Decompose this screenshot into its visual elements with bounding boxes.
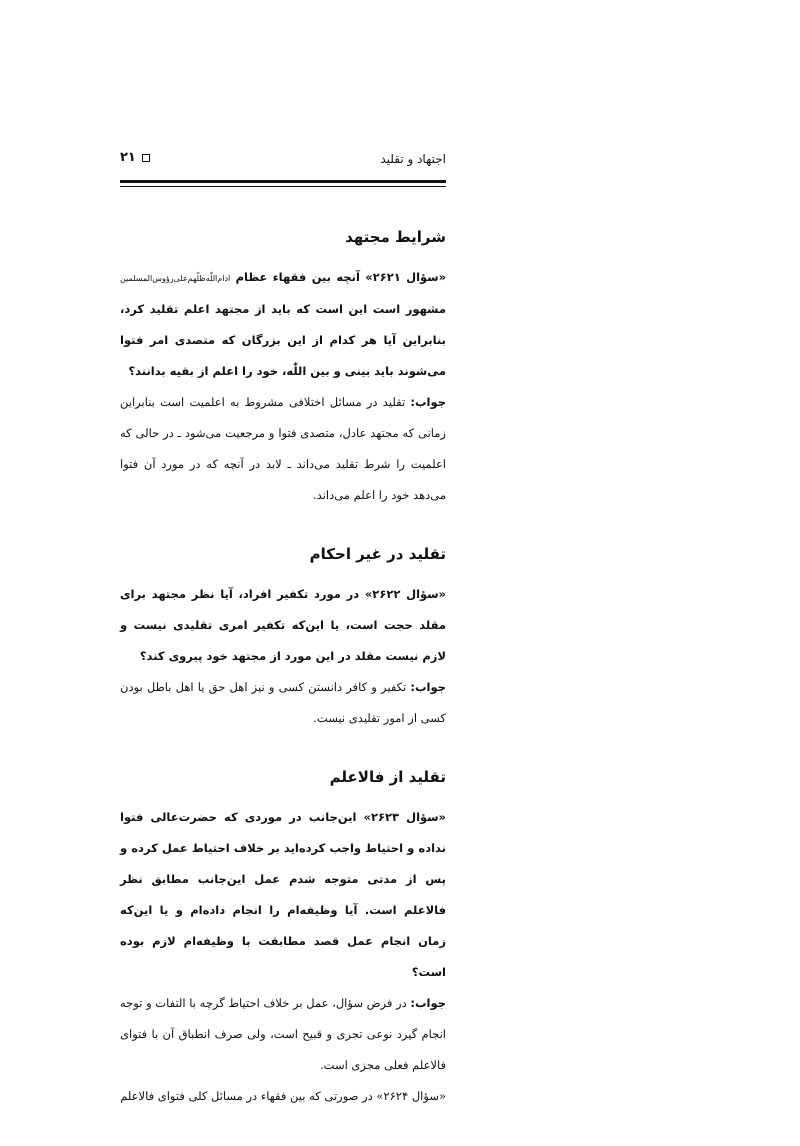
section-title: تقلید در غیر احکام: [309, 545, 446, 563]
running-header: [120, 150, 446, 172]
header-rule-thin: [120, 186, 446, 187]
page-content: [120, 228, 446, 1146]
answer-text: در فرض سؤال، عمل بر خلاف احتیاط گرچه با التفات و توجه انجام گیرد نوعی تجری و قبیح است، ولی صرف انطباق آن با فتوای فالاعلم فعلی مجزی است.: [120, 996, 446, 1072]
question-paragraph: «سؤال ۲۶۲۳» این‌جانب در موردی که حضرت‌عالی فتوا نداده و احتیاط واجب کرده‌اید بر خلاف احتیاط عمل کرده و پس از مدتی متوجه شدم عمل این‌جانب مطابق نظر فالاعلم است. آیا وظیفه‌ام را انجام داده‌ام و یا این‌که زمان انجام عمل قصد مطابقت با وظیفه‌ام لازم بوده است؟: [120, 810, 446, 979]
answer-text: تکفیر و کافر دانستن کسی و نیز اهل حق یا اهل باطل بودن کسی از امور تقلیدی نیست.: [120, 680, 446, 725]
section-taqlid-non-rulings: [120, 545, 446, 734]
answer-label: جواب:: [410, 996, 446, 1010]
page-number-group: [120, 150, 150, 165]
honorific-text: ادام‌اللّٰه‌ظلّهم‌علی‌رؤوس‌المسلمین: [120, 274, 231, 283]
next-question-fragment: «سؤال ۲۶۲۴» در صورتی که بین فقهاء در مسائل کلی فتوای فالاعلم: [120, 1089, 446, 1103]
question-paragraph: «سؤال ۲۶۲۲» در مورد تکفیر افراد، آیا نظر مجتهد برای مقلد حجت است، یا این‌که تکفیر امری تقلیدی نیست و لازم نیست مقلد در این مورد از مجتهد خود پیروی کند؟: [120, 587, 446, 663]
chapter-title: اجتهاد و تقلید: [380, 152, 446, 166]
question-prefix: «سؤال ۲۶۲۱» آنچه بین فقهاء عظام: [235, 270, 446, 284]
section-conditions-of-mujtahid: [120, 228, 446, 511]
question-rest: مشهور است این است که باید از مجتهد اعلم تقلید کرد، بنابراین آیا هر کدام از این بزرگان که متصدی امر فتوا می‌شوند باید بینی و بین اللّٰه، خود را اعلم از بقیه بدانند؟: [120, 302, 446, 378]
section-title: تقلید از فالاعلم: [329, 768, 446, 786]
answer-label: جواب:: [410, 680, 447, 694]
answer-paragraph: [120, 672, 446, 734]
square-bullet-icon: [142, 154, 150, 162]
section-title: شرایط مجتهد: [345, 228, 446, 246]
question-paragraph: [120, 262, 446, 387]
section-taqlid-fal-alam: [120, 768, 446, 1112]
answer-text: تقلید در مسائل اختلافی مشروط به اعلمیت است بنابراین زمانی که مجتهد عادل، متصدی فتوا و مرجعیت می‌شود ـ در حالی که اعلمیت را شرط تقلید می‌داند ـ لابد در آنچه که در مورد آن فتوا می‌دهد خود را اعلم می‌داند.: [120, 395, 446, 502]
page-number: ۲۱: [120, 150, 136, 165]
answer-paragraph: [120, 988, 446, 1081]
answer-label: جواب:: [410, 395, 446, 409]
header-rule-thick: [120, 180, 446, 183]
answer-paragraph: [120, 387, 446, 511]
book-page: [120, 0, 447, 1103]
